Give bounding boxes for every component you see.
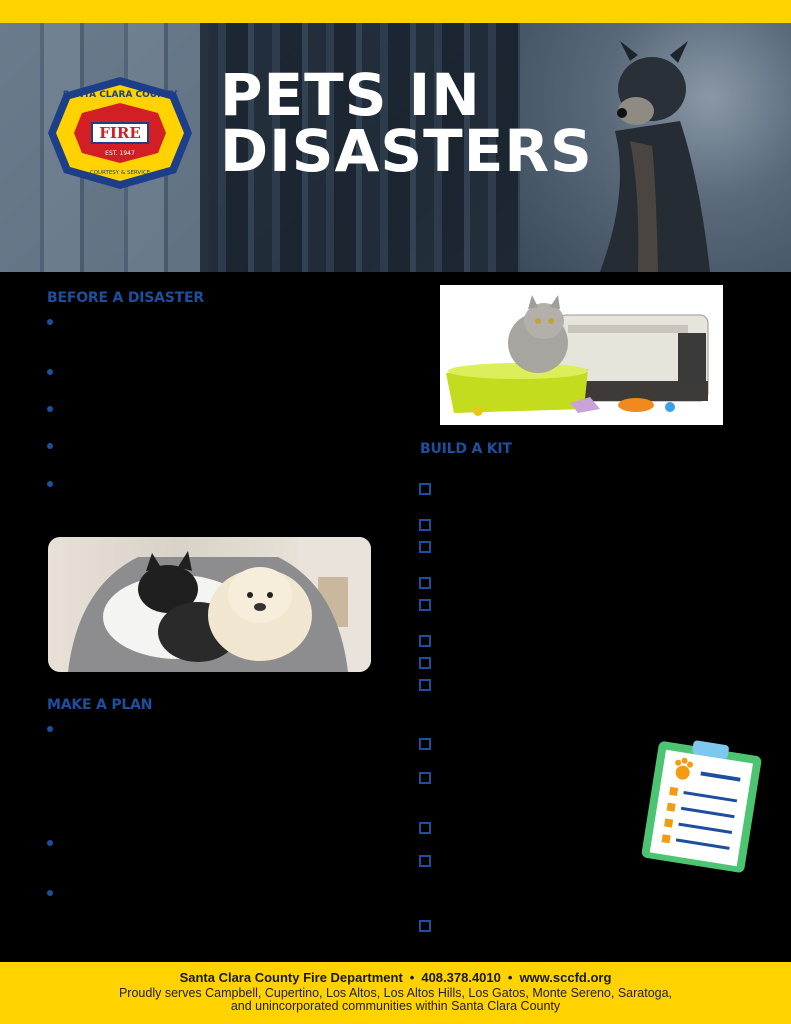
kit-checkbox[interactable] [419,822,431,834]
title-line-2: DISASTERS [220,117,593,185]
cat-carrier-photo [440,285,723,425]
badge-est-text: EST. 1947 [105,150,135,157]
top-yellow-bar [0,0,791,23]
kit-checkbox[interactable] [419,599,431,611]
person-holding-pets-photo [48,537,371,672]
build-kit-heading: BUILD A KIT [420,441,512,457]
paw-checklist-clipboard-icon [639,732,766,875]
before-bullet [47,369,53,375]
kit-checkbox[interactable] [419,657,431,669]
kit-checkbox[interactable] [419,483,431,495]
footer-contact-line [0,970,791,985]
kit-checkbox[interactable] [419,772,431,784]
before-bullet [47,406,53,412]
badge-arc-text: SANTA CLARA COUNTY [62,90,178,100]
kit-checkbox[interactable] [419,920,431,932]
kit-checkbox[interactable] [419,679,431,691]
footer [0,962,791,1024]
plan-bullet [47,890,53,896]
plan-bullet [47,840,53,846]
kit-checkbox[interactable] [419,635,431,647]
kit-checkbox[interactable] [419,855,431,867]
make-plan-heading: MAKE A PLAN [47,697,153,713]
hero-banner [0,23,791,272]
badge-bottom-text: COURTESY & SERVICE [89,170,151,176]
before-bullet [47,443,53,449]
footer-separator: • [409,970,415,985]
title-line-1: PETS IN [220,61,481,129]
page-title [220,61,593,185]
kit-checkbox[interactable] [419,738,431,750]
before-disaster-heading: BEFORE A DISASTER [47,290,204,306]
before-bullet [47,481,53,487]
footer-org: Santa Clara County Fire Department [179,970,403,985]
plan-bullet [47,726,53,732]
kit-checkbox[interactable] [419,577,431,589]
before-bullet [47,319,53,325]
badge-center-text: FIRE [99,124,141,142]
kit-checkbox[interactable] [419,541,431,553]
footer-phone[interactable]: 408.378.4010 [421,970,501,985]
footer-service-line: Proudly serves Campbell, Cupertino, Los Altos, Los Altos Hills, Los Gatos, Monte Sereno, Saratoga, and unincorporated communities within Santa Clara County [118,986,673,1013]
footer-separator: • [507,970,513,985]
footer-website[interactable]: www.sccfd.org [519,970,612,985]
kit-checkbox[interactable] [419,519,431,531]
fire-department-badge [46,75,194,191]
